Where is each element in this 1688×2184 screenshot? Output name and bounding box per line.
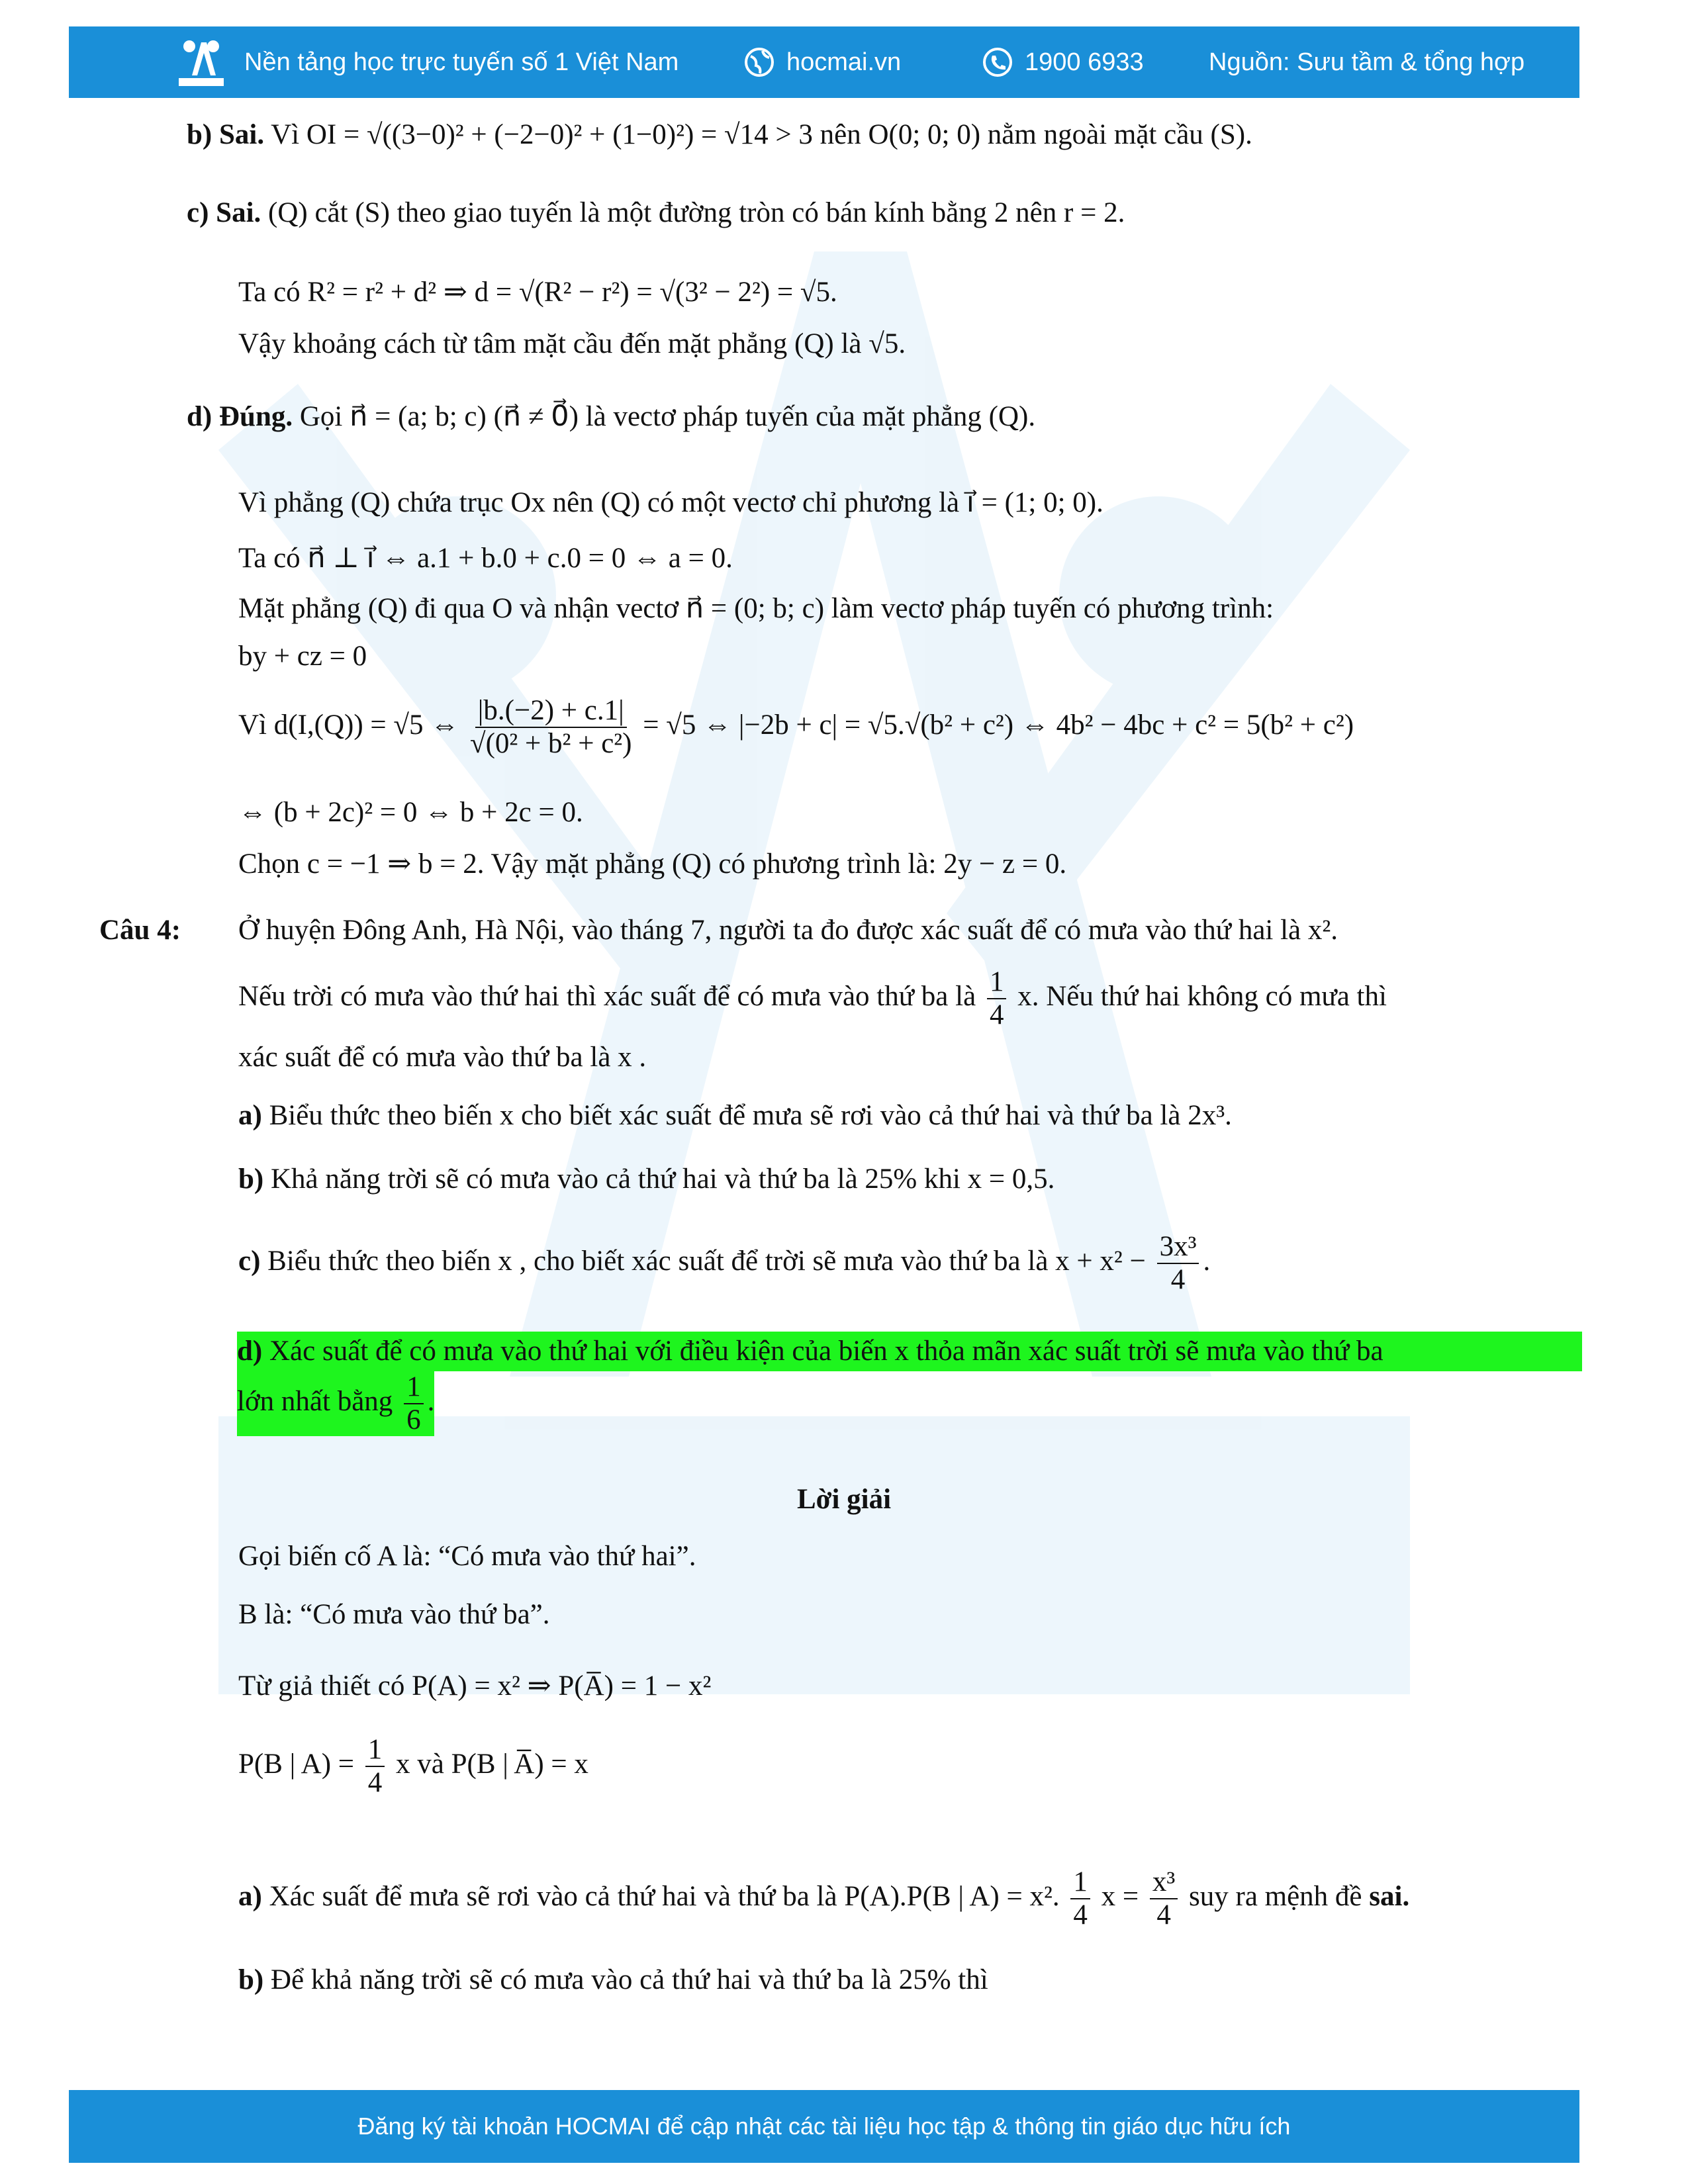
text-d: Gọi n⃗ = (a; b; c) (n⃗ ≠ 0⃗) là vectơ pháp tuyến của mặt phẳng (Q). bbox=[293, 401, 1036, 432]
line-d-dung bbox=[187, 397, 1035, 437]
statement-a-label: a) bbox=[238, 1100, 262, 1131]
solution-line-4-den: 4 bbox=[367, 1767, 383, 1798]
logo bbox=[175, 26, 240, 98]
solution-a-mid: x = bbox=[1101, 1880, 1139, 1912]
solution-line-6 bbox=[238, 1960, 988, 2000]
website-text: hocmai.vn bbox=[786, 48, 902, 76]
loi-giai: Lời giải bbox=[796, 1484, 892, 1515]
q4-line-2 bbox=[238, 966, 1387, 1031]
brand-text: Nền tảng học trực tuyến số 1 Việt Nam bbox=[244, 48, 679, 76]
solution-a-den-2: 4 bbox=[1156, 1899, 1171, 1931]
solution-line-3: Từ giả thiết có P(A) = x² ⇒ P(A̅) = 1 − x² bbox=[238, 1670, 712, 1702]
line-by-cz: by + cz = 0 bbox=[238, 641, 367, 672]
line-mat-phang-q: Mặt phẳng (Q) đi qua O và nhận vectơ n⃗ = (0; b; c) làm vectơ pháp tuyến có phương trình: bbox=[238, 593, 1274, 624]
statement-b-label: b) bbox=[238, 1163, 264, 1195]
text-b: Vì OI = √((3−0)² + (−2−0)² + (1−0)²) = √14 > 3 nên O(0; 0; 0) nằm ngoài mặt cầu (S). bbox=[264, 119, 1252, 150]
phone-link[interactable] bbox=[982, 26, 1144, 98]
solution-line-4-num: 1 bbox=[365, 1734, 385, 1767]
statement-d-line-2: lớn nhất bằng $\frac{1}{6}$ . bbox=[237, 1371, 435, 1435]
line-b-plus-2c: ⇔ (b + 2c)² = 0 ⇔ b + 2c = 0. bbox=[238, 797, 583, 828]
solution-a-verdict: sai. bbox=[1369, 1880, 1410, 1912]
statement-a bbox=[238, 1096, 1232, 1136]
question-4-label bbox=[99, 911, 181, 950]
statement-c-den: 4 bbox=[1170, 1264, 1186, 1295]
solution-a-fraction-1 bbox=[1070, 1866, 1090, 1931]
solution-line-4-a: P(B | A) = bbox=[238, 1748, 355, 1780]
fraction-numerator: |b.(−2) + c.1| bbox=[475, 695, 627, 728]
statement-b bbox=[238, 1160, 1055, 1199]
solution-line-4-b: x và P(B | A̅) = x bbox=[396, 1748, 588, 1780]
statement-d-label: d) bbox=[237, 1336, 263, 1367]
solution-a-den-1: 4 bbox=[1073, 1899, 1088, 1931]
line-khoang-cach-formula bbox=[238, 695, 1354, 760]
fraction-denominator: √(0² + b² + c²) bbox=[470, 728, 632, 759]
solution-b-label: b) bbox=[238, 1964, 264, 1995]
header-bar bbox=[69, 26, 1579, 98]
solution-title bbox=[0, 1480, 1688, 1520]
statement-d-den: 6 bbox=[406, 1404, 421, 1435]
q4-frac-num: 1 bbox=[987, 966, 1007, 999]
q4-frac-den: 4 bbox=[989, 999, 1004, 1030]
solution-line-4 bbox=[238, 1734, 588, 1799]
line-vi-phang: Vì phẳng (Q) chứa trục Ox nên (Q) có một vectơ chỉ phương là i⃗ = (1; 0; 0). bbox=[238, 487, 1103, 518]
statement-a-text: Biểu thức theo biến x cho biết xác suất để mưa sẽ rơi vào cả thứ hai và thứ ba là 2x³. bbox=[261, 1100, 1232, 1131]
statement-c: c) Biểu thức theo biến x , cho biết xác suất để trời sẽ mưa vào thứ ba là x + x² − $\frac{\text{3x³}}{4}$ . bbox=[238, 1231, 1211, 1295]
solution-a-fraction-2 bbox=[1150, 1866, 1178, 1931]
cau-4: Câu 4: bbox=[99, 915, 181, 946]
q4-fraction bbox=[987, 966, 1007, 1031]
footer-bar[interactable] bbox=[69, 2090, 1579, 2163]
line-ta-co-R: Ta có R² = r² + d² ⇒ d = √(R² − r²) = √(3² − 2²) = √5. bbox=[238, 277, 837, 308]
q4-line-3: xác suất để có mưa vào thứ ba là x . bbox=[238, 1042, 647, 1073]
solution-a-label: a) bbox=[238, 1880, 262, 1912]
solution-b-text: Để khả năng trời sẽ có mưa vào cả thứ hai và thứ ba là 25% thì bbox=[263, 1964, 988, 1995]
statement-c-fraction bbox=[1157, 1231, 1199, 1296]
q4-line-1: Ở huyện Đông Anh, Hà Nội, vào tháng 7, người ta đo được xác suất để có mưa vào thứ hai là x². bbox=[238, 915, 1338, 946]
solution-a-end: suy ra mệnh đề bbox=[1189, 1880, 1362, 1912]
footer-text[interactable]: Đăng ký tài khoản HOCMAI để cập nhật các tài liệu học tập & thông tin giáo dục hữu ích bbox=[357, 2113, 1291, 2140]
statement-d-line-1 bbox=[237, 1332, 1582, 1371]
solution-line-4-fraction bbox=[365, 1734, 385, 1799]
source-text: Nguồn: Sưu tầm & tổng hợp bbox=[1209, 48, 1525, 76]
label-b: b) Sai. bbox=[187, 119, 265, 150]
phone-icon bbox=[982, 47, 1013, 77]
solution-a-num-1: 1 bbox=[1070, 1866, 1090, 1899]
statement-b-text: Khả năng trời sẽ có mưa vào cả thứ hai và thứ ba là 25% khi x = 0,5. bbox=[263, 1163, 1055, 1195]
statement-d-fraction bbox=[404, 1371, 424, 1436]
website-link[interactable] bbox=[744, 26, 901, 98]
label-d: d) Đúng. bbox=[187, 401, 293, 432]
phone-text: 1900 6933 bbox=[1025, 48, 1144, 76]
statement-c-num: 3x³ bbox=[1157, 1231, 1199, 1264]
formula-right: = √5 ⇔ |−2b + c| = √5.√(b² + c²) ⇔ 4b² − 4bc + c² = 5(b² + c²) bbox=[643, 709, 1354, 741]
line-vay-khoang-cach: Vậy khoảng cách từ tâm mặt cầu đến mặt phẳng (Q) là √5. bbox=[238, 328, 906, 359]
solution-a-num-2: x³ bbox=[1150, 1866, 1178, 1899]
q4-line-2-b: x. Nếu thứ hai không có mưa thì bbox=[1017, 980, 1387, 1012]
text-c: (Q) cắt (S) theo giao tuyến là một đường tròn có bán kính bằng 2 nên r = 2. bbox=[261, 197, 1125, 228]
line-c-sai bbox=[187, 193, 1125, 233]
formula-fraction bbox=[470, 695, 632, 760]
solution-a-text: Xác suất để mưa sẽ rơi vào cả thứ hai và thứ ba là P(A).P(B | A) = x². bbox=[261, 1880, 1060, 1912]
hocmai-logo-icon bbox=[175, 36, 228, 89]
statement-d-num: 1 bbox=[404, 1371, 424, 1404]
label-c: c) Sai. bbox=[187, 197, 261, 228]
line-ta-co-n: Ta có n⃗ ⊥ i⃗ ⇔ a.1 + b.0 + c.0 = 0 ⇔ a = 0. bbox=[238, 543, 733, 574]
solution-line-1: Gọi biến cố A là: “Có mưa vào thứ hai”. bbox=[238, 1541, 696, 1572]
statement-d-text: Xác suất để có mưa vào thứ hai với điều kiện của biến x thỏa mãn xác suất trời sẽ mưa vào thứ ba bbox=[262, 1336, 1383, 1367]
line-chon-c: Chọn c = −1 ⇒ b = 2. Vậy mặt phẳng (Q) có phương trình là: 2y − z = 0. bbox=[238, 848, 1067, 880]
statement-c-label: c) bbox=[238, 1245, 261, 1277]
q4-line-2-a: Nếu trời có mưa vào thứ hai thì xác suất để có mưa vào thứ ba là bbox=[238, 980, 976, 1012]
globe-icon bbox=[744, 47, 774, 77]
line-b-sai bbox=[187, 115, 1252, 155]
statement-d-text-2: lớn nhất bằng bbox=[237, 1385, 393, 1417]
statement-c-text: Biểu thức theo biến x , cho biết xác suất để trời sẽ mưa vào thứ ba là x + x² − bbox=[260, 1245, 1146, 1277]
solution-line-5 bbox=[238, 1866, 1409, 1931]
solution-line-2: B là: “Có mưa vào thứ ba”. bbox=[238, 1599, 550, 1630]
formula-left: Vì d(I,(Q)) = √5 ⇔ bbox=[238, 709, 459, 741]
